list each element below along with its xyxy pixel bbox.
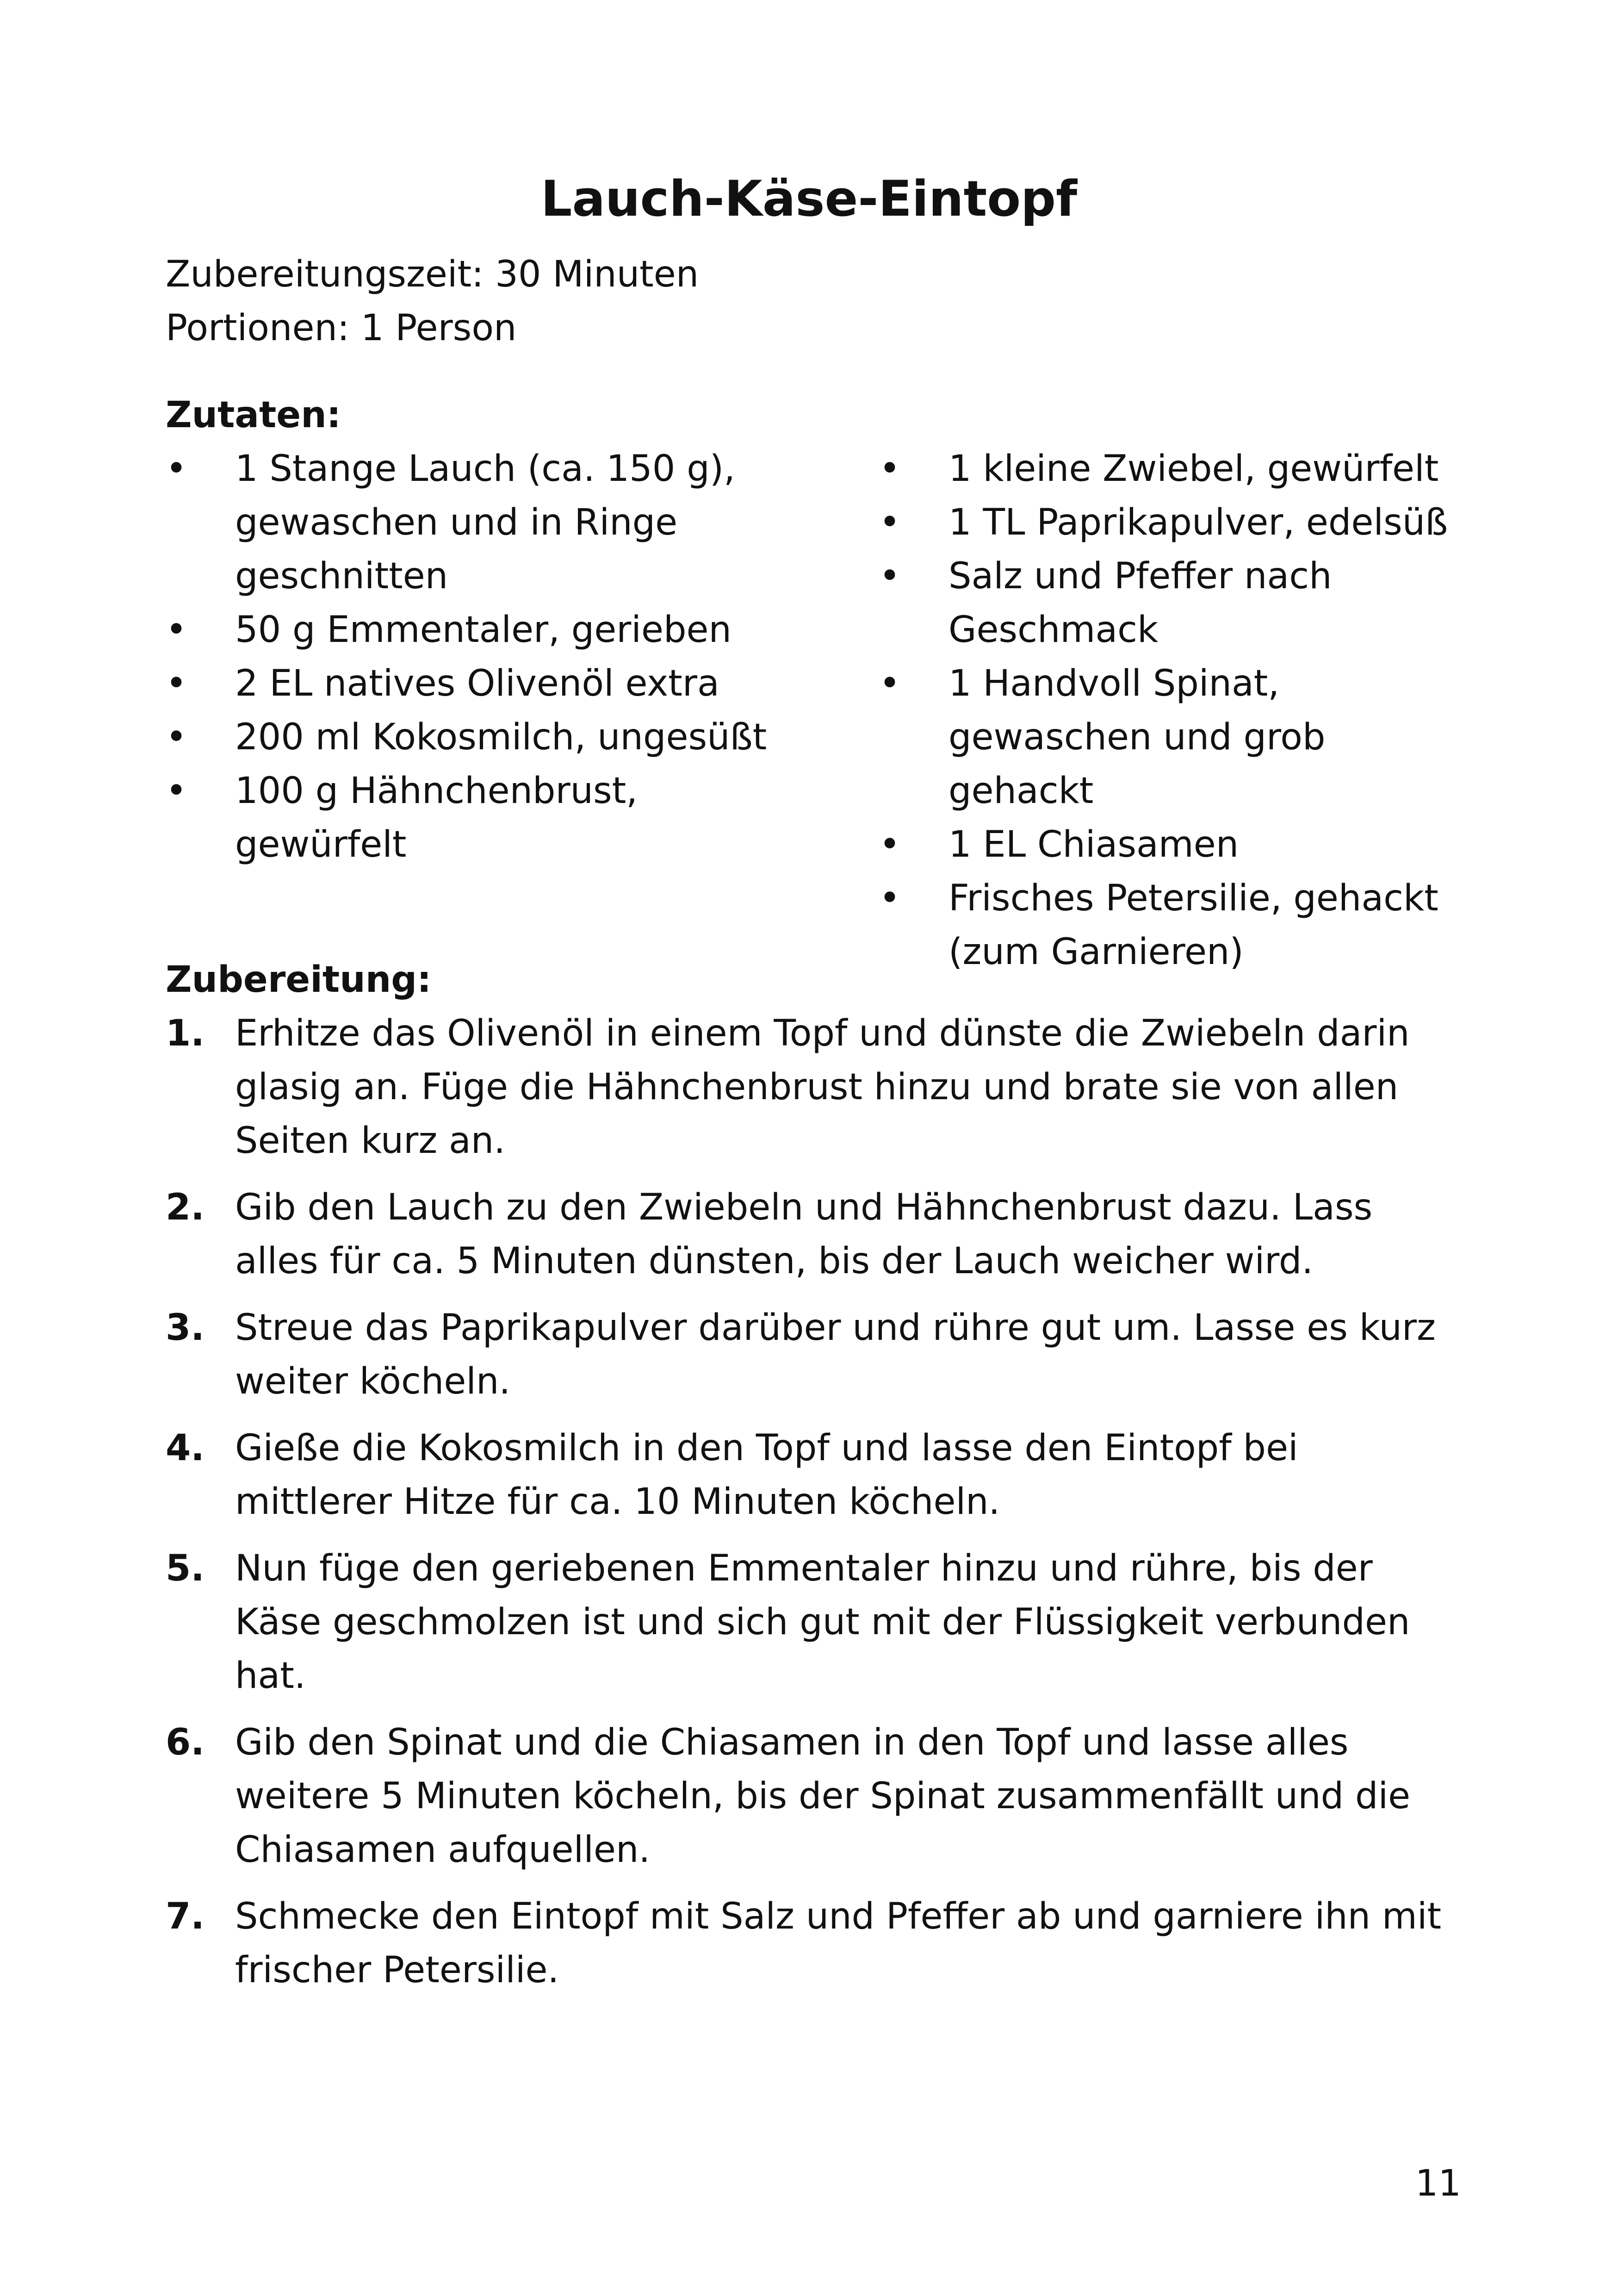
step-text: Nun füge den geriebenen Emmentaler hinzu und rühre, bis der Käse geschmolzen ist und sich gut mit der Flüssigkeit verbunden hat. <box>235 1548 1410 1697</box>
bullet-icon: • <box>166 448 187 490</box>
ingredient-item: • 200 ml Kokosmilch, ungesüßt <box>166 710 776 764</box>
ingredient-item: • Frisches Petersilie, gehackt (zum Garnieren) <box>879 871 1481 979</box>
bullet-icon: • <box>166 716 187 758</box>
step-text: Gieße die Kokosmilch in den Topf und lasse den Eintopf bei mittlerer Hitze für ca. 10 Minuten köcheln. <box>235 1427 1298 1523</box>
ingredient-item: • 1 TL Paprikapulver, edelsüß <box>879 496 1481 549</box>
step-text: Gib den Spinat und die Chiasamen in den Topf und lasse alles weitere 5 Minuten köcheln, bis der Spinat zusammenfällt und die Chiasamen aufquellen. <box>235 1722 1411 1871</box>
ingredient-item: • 1 kleine Zwiebel, gewürfelt <box>879 442 1481 496</box>
step-item <box>166 1421 1461 1529</box>
bullet-icon: • <box>166 770 187 812</box>
step-item <box>166 1301 1461 1408</box>
bullet-icon: • <box>879 448 901 490</box>
ingredient-item: • Salz und Pfeffer nach Geschmack <box>879 549 1481 657</box>
step-text: Gib den Lauch zu den Zwiebeln und Hähnchenbrust dazu. Lass alles für ca. 5 Minuten dünsten, bis der Lauch weicher wird. <box>235 1187 1373 1282</box>
step-number: 2. <box>166 1187 205 1228</box>
servings: Portionen: 1 Person <box>166 307 517 349</box>
prep-time: Zubereitungszeit: 30 Minuten <box>166 254 699 295</box>
ingredients-list-left <box>166 442 776 871</box>
ingredient-item: • 1 EL Chiasamen <box>879 818 1481 871</box>
step-text: Streue das Paprikapulver darüber und rühre gut um. Lasse es kurz weiter köcheln. <box>235 1307 1436 1402</box>
preparation-heading: Zubereitung: <box>166 959 432 1001</box>
bullet-icon: • <box>879 877 901 919</box>
bullet-icon: • <box>166 609 187 651</box>
ingredient-item: • 1 Stange Lauch (ca. 150 g), gewaschen und in Ringe geschnitten <box>166 442 776 603</box>
ingredient-item: • 100 g Hähnchenbrust, gewürfelt <box>166 764 776 871</box>
step-number: 4. <box>166 1427 205 1469</box>
ingredients-list-right <box>879 442 1481 979</box>
ingredient-item: • 50 g Emmentaler, gerieben <box>166 603 776 657</box>
bullet-icon: • <box>879 502 901 543</box>
step-number: 7. <box>166 1896 205 1937</box>
ingredients-heading: Zutaten: <box>166 394 341 436</box>
step-item <box>166 1007 1461 1168</box>
ingredient-item: • 2 EL natives Olivenöl extra <box>166 657 776 710</box>
step-text: Schmecke den Eintopf mit Salz und Pfeffer ab und garniere ihn mit frischer Petersilie. <box>235 1896 1442 1991</box>
recipe-title: Lauch-Käse-Eintopf <box>540 170 1078 227</box>
bullet-icon: • <box>166 663 187 704</box>
bullet-icon: • <box>879 663 901 704</box>
ingredient-item: • 1 Handvoll Spinat, gewaschen und grob gehackt <box>879 657 1481 818</box>
bullet-icon: • <box>879 555 901 597</box>
step-number: 6. <box>166 1722 205 1763</box>
bullet-icon: • <box>879 824 901 865</box>
step-number: 5. <box>166 1548 205 1589</box>
step-number: 1. <box>166 1013 205 1054</box>
step-item <box>166 1181 1461 1288</box>
step-number: 3. <box>166 1307 205 1349</box>
step-item <box>166 1542 1461 1703</box>
step-item <box>166 1890 1461 1997</box>
preparation-steps <box>166 1007 1461 2010</box>
page-number: 11 <box>1415 2163 1461 2204</box>
step-text: Erhitze das Olivenöl in einem Topf und dünste die Zwiebeln darin glasig an. Füge die Hähnchenbrust hinzu und brate sie von allen Seiten kurz an. <box>235 1013 1410 1162</box>
step-item <box>166 1716 1461 1877</box>
